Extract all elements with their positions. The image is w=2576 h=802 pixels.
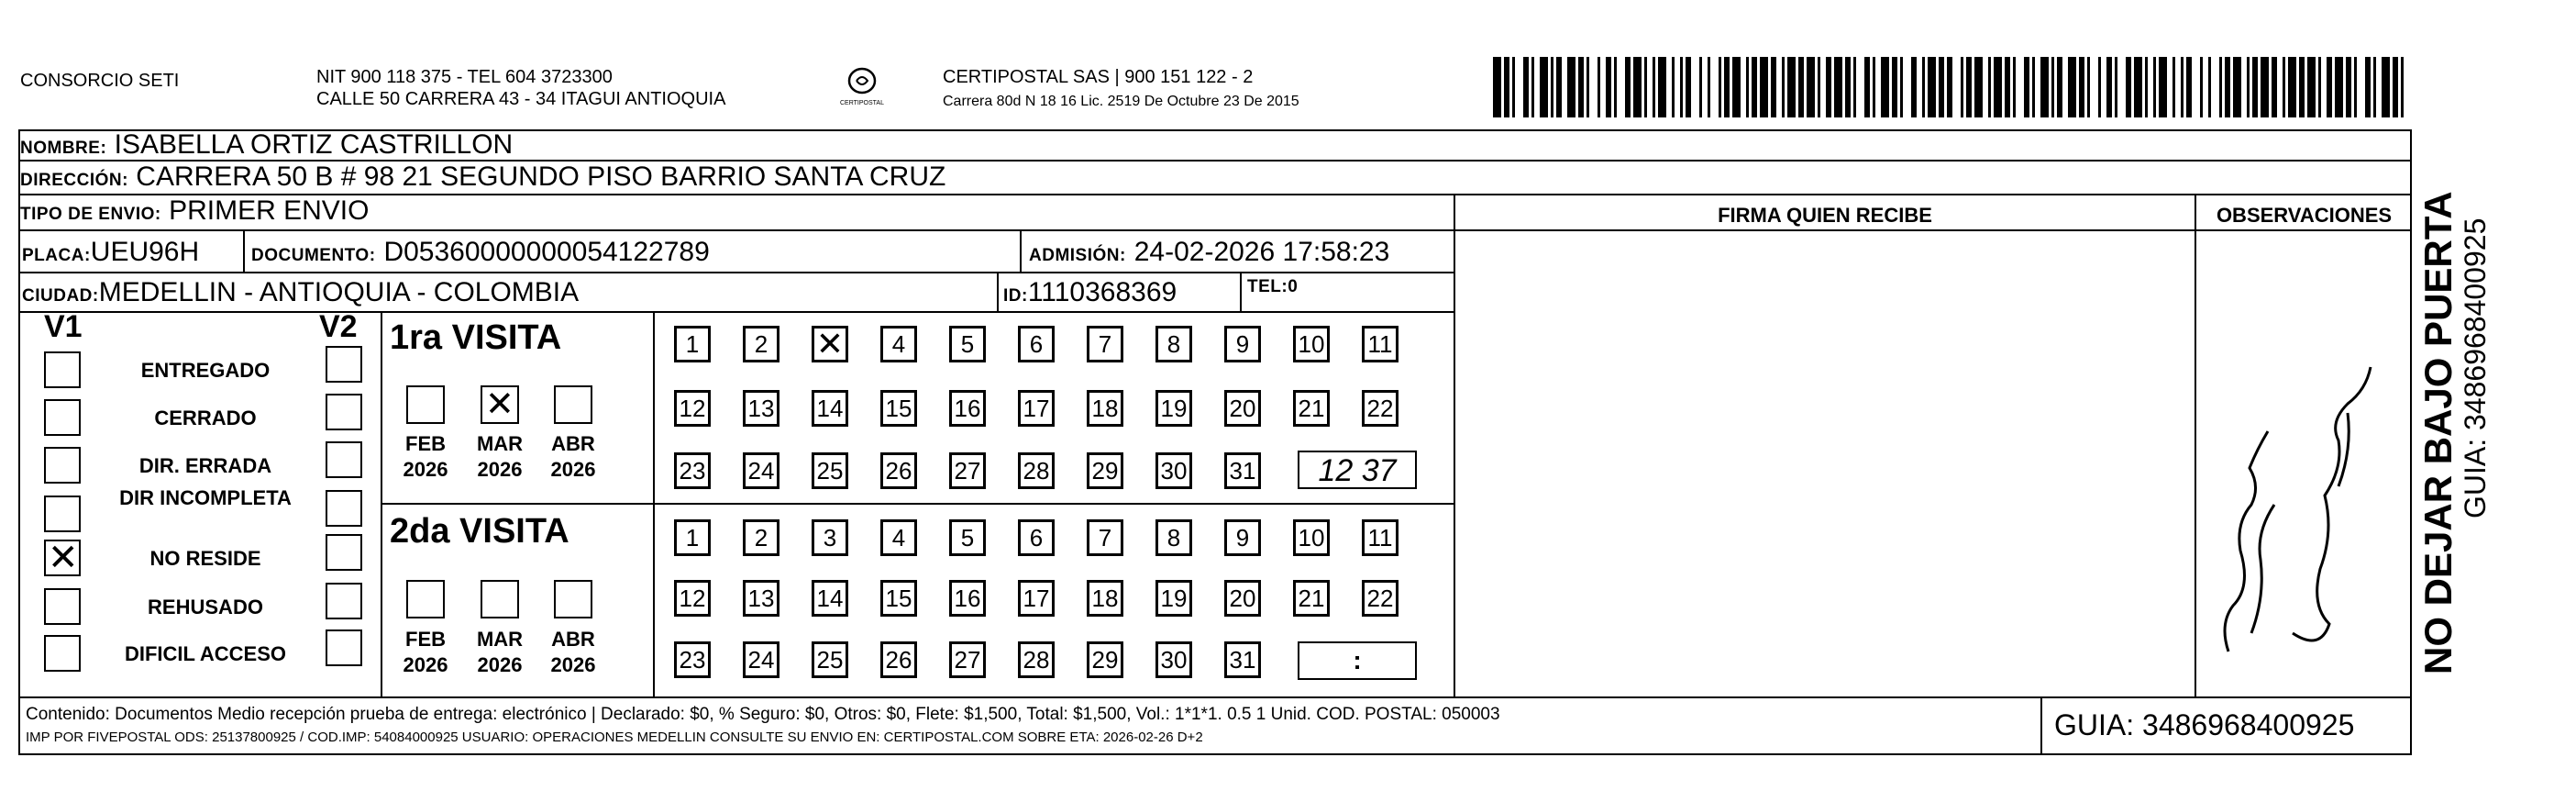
v1-checkbox[interactable] — [44, 540, 81, 576]
day-box[interactable]: 18 — [1087, 390, 1123, 427]
x-mark-icon: ✕ — [48, 538, 79, 578]
day-box[interactable]: 30 — [1155, 452, 1192, 489]
v1-checkbox[interactable] — [44, 351, 81, 388]
status-label: ENTREGADO — [140, 359, 271, 382]
ciudad-value: MEDELLIN - ANTIOQUIA - COLOMBIA — [98, 277, 580, 307]
day-box[interactable]: 4 — [880, 519, 917, 556]
day-box[interactable]: 24 — [743, 641, 779, 678]
v2-checkbox[interactable] — [326, 441, 362, 478]
day-box[interactable]: 15 — [880, 580, 917, 617]
day-box[interactable]: 20 — [1224, 390, 1261, 427]
day-box[interactable]: 1 — [674, 519, 711, 556]
status-label: DIFICIL ACCESO — [124, 642, 286, 665]
day-box[interactable]: 31 — [1224, 641, 1261, 678]
id-value: 1110368369 — [1027, 277, 1177, 307]
v1-checkbox[interactable] — [44, 399, 81, 436]
ciudad-label: CIUDAD: — [22, 286, 99, 306]
day-box[interactable]: 8 — [1155, 519, 1192, 556]
day-box[interactable]: 31 — [1224, 452, 1261, 489]
day-box[interactable]: 16 — [949, 580, 986, 617]
admision-value: 24-02-2026 17:58:23 — [1133, 237, 1390, 267]
divider — [381, 313, 382, 696]
day-box[interactable]: ✕ — [812, 326, 848, 362]
month-checkbox-abr[interactable] — [554, 580, 592, 618]
ciudad-row — [20, 273, 1454, 313]
id-label: ID: — [1003, 286, 1028, 306]
day-box[interactable]: 11 — [1362, 519, 1399, 556]
v1-checkbox[interactable] — [44, 496, 81, 532]
day-box[interactable]: 7 — [1087, 519, 1123, 556]
day-box[interactable]: 13 — [743, 390, 779, 427]
day-box[interactable]: 17 — [1018, 390, 1055, 427]
side-title: NO DEJAR BAJO PUERTA — [2416, 191, 2460, 674]
tipo-value: PRIMER ENVIO — [169, 195, 370, 226]
status-label: DIR INCOMPLETA — [119, 486, 292, 509]
direccion-value: CARRERA 50 B # 98 21 SEGUNDO PISO BARRIO SANTA CRUZ — [136, 162, 946, 192]
day-box[interactable]: 22 — [1362, 580, 1399, 617]
certipostal-logo — [835, 64, 890, 110]
day-box[interactable]: 25 — [812, 452, 848, 489]
month-checkbox-mar[interactable] — [481, 580, 519, 618]
day-box[interactable]: 23 — [674, 641, 711, 678]
divider — [1455, 229, 2412, 231]
v2-checkbox[interactable] — [326, 346, 362, 383]
month-label: FEB 2026 — [403, 628, 448, 676]
second-visit-time[interactable]: : — [1298, 641, 1417, 680]
company-name: CONSORCIO SETI — [20, 71, 180, 91]
documento-label: DOCUMENTO: — [251, 246, 376, 265]
day-box[interactable]: 10 — [1293, 326, 1330, 362]
v2-header: V2 — [319, 309, 358, 344]
day-box[interactable]: 21 — [1293, 580, 1330, 617]
day-box[interactable]: 28 — [1018, 452, 1055, 489]
nombre-label: NOMBRE: — [20, 139, 107, 158]
month-checkbox-abr[interactable] — [554, 385, 592, 424]
status-label: NO RESIDE — [149, 547, 261, 570]
tel-label: TEL: — [1247, 277, 1288, 296]
certipostal-line: CERTIPOSTAL SAS | 900 151 122 - 2 — [943, 67, 1254, 87]
month-checkbox-feb[interactable] — [406, 385, 445, 424]
status-label: REHUSADO — [148, 596, 263, 618]
v2-checkbox[interactable] — [326, 490, 362, 527]
side-label — [2418, 124, 2492, 674]
status-label: DIR. ERRADA — [138, 454, 272, 477]
v2-checkbox[interactable] — [326, 394, 362, 430]
direccion-label: DIRECCIÓN: — [20, 171, 128, 190]
day-box[interactable]: 6 — [1018, 519, 1055, 556]
footer-content: Contenido: Documentos Medio recepción prueba de entrega: electrónico | Declarado: $0, % Seguro: $0, Otros: $0, Flete: $1,500, Total: $1,500, Vol.: 1*1*1. 0.5 1 Unid. COD. POSTAL: 050003 — [26, 705, 1500, 724]
documento-value: D05360000000054122789 — [383, 237, 710, 267]
observaciones-label: OBSERVACIONES — [2216, 204, 2393, 227]
nombre-row — [20, 129, 2412, 162]
v2-checkbox[interactable] — [326, 583, 362, 619]
day-box[interactable]: 4 — [880, 326, 917, 362]
firma-label: FIRMA QUIEN RECIBE — [1718, 204, 1932, 227]
divider — [20, 696, 2412, 698]
day-box[interactable]: 17 — [1018, 580, 1055, 617]
month-label: FEB 2026 — [403, 432, 448, 481]
tel-value: 0 — [1288, 277, 1299, 296]
day-box[interactable]: 26 — [880, 641, 917, 678]
day-box[interactable]: 12 — [674, 580, 711, 617]
barcode — [1493, 57, 2410, 117]
placa-row — [20, 231, 1454, 273]
day-box[interactable]: 29 — [1087, 641, 1123, 678]
month-label: MAR 2026 — [476, 628, 524, 676]
day-box[interactable]: 27 — [949, 641, 986, 678]
day-box[interactable]: 7 — [1087, 326, 1123, 362]
day-box[interactable]: 10 — [1293, 519, 1330, 556]
direccion-row — [20, 162, 2412, 195]
day-box[interactable]: 18 — [1087, 580, 1123, 617]
footer-guia: GUIA: 3486968400925 — [2054, 708, 2355, 741]
v2-checkbox[interactable] — [326, 629, 362, 666]
day-box[interactable]: 30 — [1155, 641, 1192, 678]
status-label: CERRADO — [154, 407, 257, 429]
day-box[interactable]: 16 — [949, 390, 986, 427]
v2-checkbox[interactable] — [326, 534, 362, 571]
day-box[interactable]: 5 — [949, 519, 986, 556]
logo-text: CERTIPOSTAL — [840, 100, 884, 106]
v1-checkbox[interactable] — [44, 635, 81, 672]
license-line: Carrera 80d N 18 16 Lic. 2519 De Octubre 23 De 2015 — [943, 94, 1299, 109]
second-visit-label: 2da VISITA — [390, 512, 569, 551]
first-visit-time[interactable]: 12 37 — [1298, 451, 1417, 489]
first-visit-label: 1ra VISITA — [390, 318, 562, 357]
day-box[interactable]: 5 — [949, 326, 986, 362]
day-box[interactable]: 15 — [880, 390, 917, 427]
day-box[interactable]: 25 — [812, 641, 848, 678]
day-box[interactable]: 26 — [880, 452, 917, 489]
month-label: MAR 2026 — [476, 432, 524, 481]
day-box[interactable]: 24 — [743, 452, 779, 489]
day-box[interactable]: 23 — [674, 452, 711, 489]
divider — [2195, 195, 2196, 696]
month-label: ABR 2026 — [550, 432, 596, 481]
divider — [653, 313, 655, 696]
day-box[interactable]: 28 — [1018, 641, 1055, 678]
day-box[interactable]: 11 — [1362, 326, 1399, 362]
day-box[interactable]: 19 — [1155, 390, 1192, 427]
day-box[interactable]: 13 — [743, 580, 779, 617]
day-box[interactable]: 3 — [812, 519, 848, 556]
day-box[interactable]: 21 — [1293, 390, 1330, 427]
day-box[interactable]: 2 — [743, 519, 779, 556]
day-box[interactable]: 27 — [949, 452, 986, 489]
day-box[interactable]: 22 — [1362, 390, 1399, 427]
x-mark-icon: ✕ — [485, 385, 514, 424]
footer-imp: IMP POR FIVEPOSTAL ODS: 25137800925 / COD.IMP: 54084000925 USUARIO: OPERACIONES MEDELLIN CONSULTE SU ENVIO EN: CERTIPOSTAL.COM SOBRE ETA: 2026-02-26 D+2 — [26, 730, 1203, 745]
day-box[interactable]: 8 — [1155, 326, 1192, 362]
day-box[interactable]: 9 — [1224, 326, 1261, 362]
month-checkbox-mar[interactable] — [481, 385, 519, 424]
month-checkbox-feb[interactable] — [406, 580, 445, 618]
v1-header: V1 — [44, 309, 83, 344]
day-box[interactable]: 9 — [1224, 519, 1261, 556]
tipo-label: TIPO DE ENVIO: — [20, 205, 161, 224]
month-label: ABR 2026 — [550, 628, 596, 676]
day-box[interactable]: 19 — [1155, 580, 1192, 617]
day-box[interactable]: 1 — [674, 326, 711, 362]
side-guia: GUIA: 3486968400925 — [2459, 217, 2492, 518]
day-box[interactable]: 6 — [1018, 326, 1055, 362]
nit-line: NIT 900 118 375 - TEL 604 3723300 — [316, 67, 613, 87]
divider — [1454, 195, 1455, 696]
handwritten-observation — [2201, 303, 2403, 670]
placa-label: PLACA: — [22, 246, 91, 265]
admision-label: ADMISIÓN: — [1029, 246, 1126, 265]
divider — [2040, 696, 2042, 753]
day-box[interactable]: 20 — [1224, 580, 1261, 617]
day-box[interactable]: 2 — [743, 326, 779, 362]
day-box[interactable]: 14 — [812, 580, 848, 617]
v1-checkbox[interactable] — [44, 588, 81, 625]
day-box[interactable]: 12 — [674, 390, 711, 427]
address-line: CALLE 50 CARRERA 43 - 34 ITAGUI ANTIOQUIA — [316, 89, 726, 109]
day-box[interactable]: 29 — [1087, 452, 1123, 489]
day-box[interactable]: 14 — [812, 390, 848, 427]
divider — [381, 503, 1454, 505]
placa-value: UEU96H — [90, 237, 200, 267]
v1-checkbox[interactable] — [44, 447, 81, 484]
nombre-value: ISABELLA ORTIZ CASTRILLON — [114, 129, 514, 160]
